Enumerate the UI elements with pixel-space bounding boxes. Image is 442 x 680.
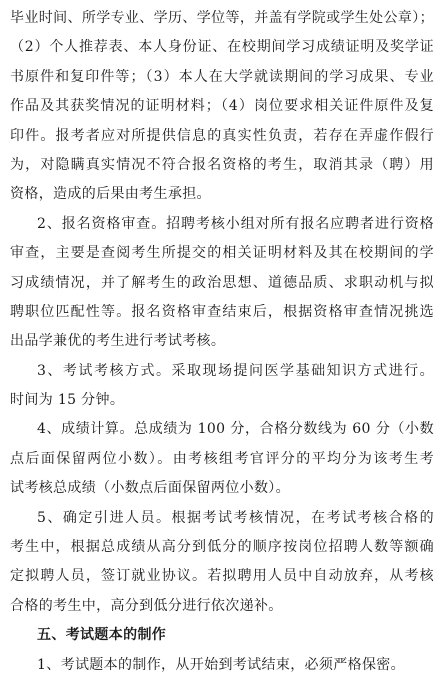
section-heading: 五、考试题本的制作 bbox=[37, 627, 167, 644]
text-line: 习成绩情况，并了解考生的政治思想、道德品质、求职动机与拟 bbox=[10, 274, 434, 291]
text-line: 定拟聘人员，签订就业协议。若拟聘用人员中自动放弃，从考核 bbox=[10, 568, 434, 585]
text-line: 作品及其获奖情况的证明材料；（4）岗位要求相关证件原件及复 bbox=[10, 98, 434, 115]
text-line: 5、确定引进人员。根据考试考核情况，在考试考核合格的 bbox=[37, 509, 434, 526]
text-line: 毕业时间、所学专业、学历、学位等，并盖有学院或学生处公章）； bbox=[10, 10, 434, 26]
text-line: 试考核总成绩（小数点后面保留两位小数）。 bbox=[10, 480, 290, 497]
text-line: 考生中，根据总成绩从高分到低分的顺序按岗位招聘人数等额确 bbox=[10, 539, 434, 556]
text-line: 4、成绩计算。总成绩为 100 分，合格分数线为 60 分（小数 bbox=[37, 421, 434, 438]
text-line: 出品学兼优的考生进行考试考核。 bbox=[10, 333, 226, 350]
text-line: 印件。报考者应对所提供信息的真实性负责，若存在弄虚作假行 bbox=[10, 127, 434, 144]
text-line: 时间为 15 分钟。 bbox=[10, 392, 125, 409]
text-line: 1、考试题本的制作，从开始到考试结束，必须严格保密。 bbox=[37, 656, 406, 673]
text-line: 点后面保留两位小数）。由考核组考官评分的平均分为该考生考 bbox=[10, 450, 434, 467]
text-line: 聘职位匹配性等。报名资格审查结束后，根据资格审查情况挑选 bbox=[10, 303, 434, 320]
text-line: 审查，主要是查阅考生所提交的相关证明材料及其在校期间的学 bbox=[10, 245, 434, 262]
text-line: 3、考试考核方式。采取现场提问医学基础知识方式进行。 bbox=[37, 362, 434, 379]
text-line: （2）个人推荐表、本人身份证、在校期间学习成绩证明及奖学证 bbox=[10, 39, 434, 56]
text-line: 为，对隐瞒真实情况不符合报名资格的考生，取消其录（聘）用 bbox=[10, 156, 434, 173]
text-line: 2、报名资格审查。招聘考核小组对所有报名应聘者进行资格 bbox=[37, 215, 434, 232]
text-line: 资格，造成的后果由考生承担。 bbox=[10, 186, 211, 203]
document-body bbox=[10, 4, 434, 680]
text-line: 书原件和复印件等；（3）本人在大学就读期间的学习成果、专业 bbox=[10, 68, 434, 85]
text-line: 合格的考生中，高分到低分进行依次递补。 bbox=[10, 597, 283, 614]
